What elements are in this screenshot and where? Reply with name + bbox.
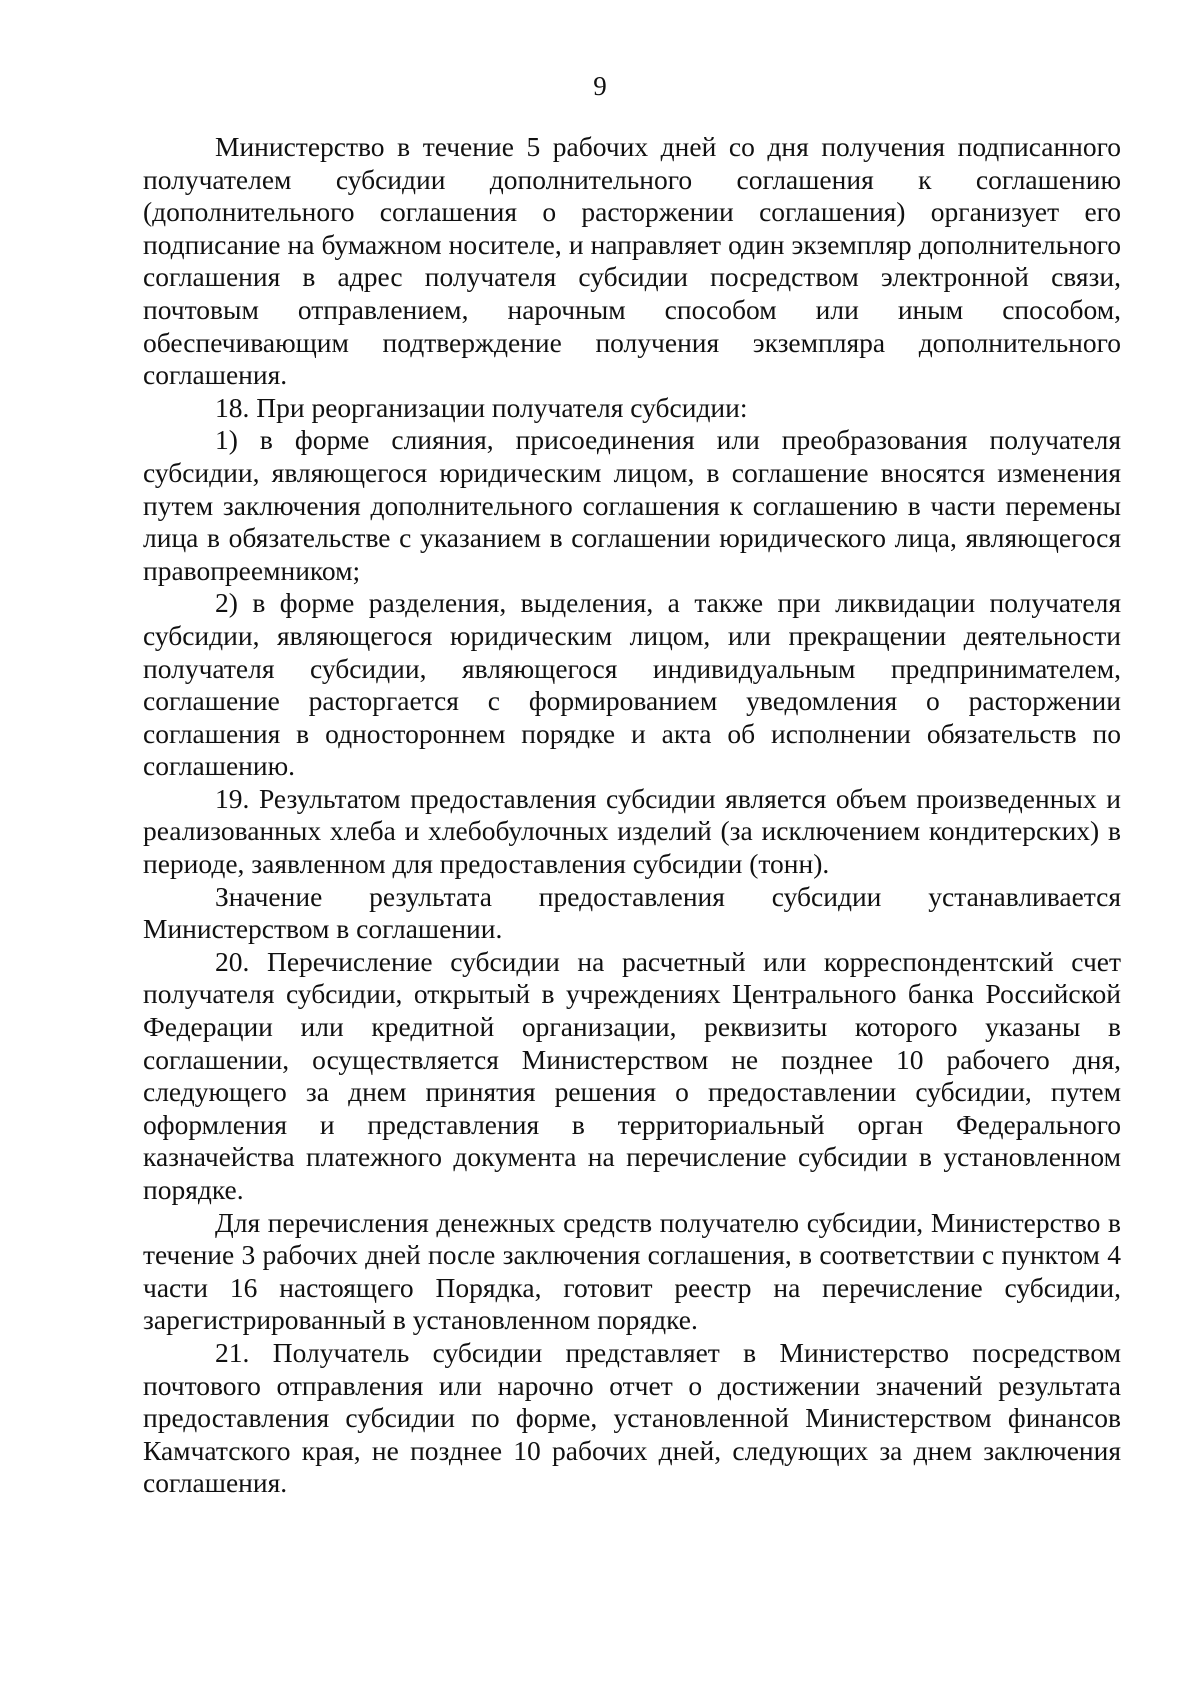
paragraph-20-registry: Для перечисления денежных средств получателю субсидии, Министерство в течение 3 рабочих дней после заключения соглашения, в соответствии с пунктом 4 части 16 настоящего Порядка, готовит реестр на перечисление субсидии, зарегистрированный в установленном порядке. [143,1206,1121,1336]
paragraph-18-reorganization: 18. При реорганизации получателя субсидии: [215,391,748,423]
document-body [143,131,1121,1500]
paragraph-ministry-signing: Министерство в течение 5 рабочих дней со дня получения подписанного получателем субсидии дополнительного соглашения к соглашению (дополнительного соглашения о расторжении соглашения) организует его подписание на бумажном носителе, и направляет один экземпляр дополнительного соглашения в адрес получателя субсидии посредством электронной связи, почтовым отправлением, нарочным способом или иным способом, обеспечивающим подтверждение получения экземпляра дополнительного соглашения. [143,131,1121,391]
page-number: 9 [593,71,607,101]
paragraph-20-transfer: 20. Перечисление субсидии на расчетный или корреспондентский счет получателя субсидии, открытый в учреждениях Центрального банка Российской Федерации или кредитной организации, реквизиты которого указаны в соглашении, осуществляется Министерством не позднее 10 рабочего дня, следующего за днем принятия решения о предоставлении субсидии, путем оформления и представления в территориальный орган Федерального казначейства платежного документа на перечисление субсидии в установленном порядке. [143,945,1121,1205]
paragraph-19-result: 19. Результатом предоставления субсидии является объем произведенных и реализованных хлеба и хлебобулочных изделий (за исключением кондитерских) в периоде, заявленном для предоставления субсидии (тонн). [143,782,1121,880]
paragraph-18-2-division: 2) в форме разделения, выделения, а также при ликвидации получателя субсидии, являющегося юридическим лицом, или прекращении деятельности получателя субсидии, являющегося индивидуальным предпринимателем, соглашение расторгается с формированием уведомления о расторжении соглашения в одностороннем порядке и акта об исполнении обязательств по соглашению. [143,587,1121,782]
paragraph-21-report: 21. Получатель субсидии представляет в Министерство посредством почтового отправления или нарочно отчет о достижении значений результата предоставления субсидии по форме, установленной Министерством финансов Камчатского края, не позднее 10 рабочих дней, следующих за днем заключения соглашения. [143,1336,1121,1499]
paragraph-19-result-value: Значение результата предоставления субсидии устанавливается Министерством в соглашении. [143,880,1121,945]
paragraph-18-1-merger: 1) в форме слияния, присоединения или преобразования получателя субсидии, являющегося юридическим лицом, в соглашение вносятся изменения путем заключения дополнительного соглашения к соглашению в части перемены лица в обязательстве с указанием в соглашении юридического лица, являющегося правопреемником; [143,424,1121,586]
